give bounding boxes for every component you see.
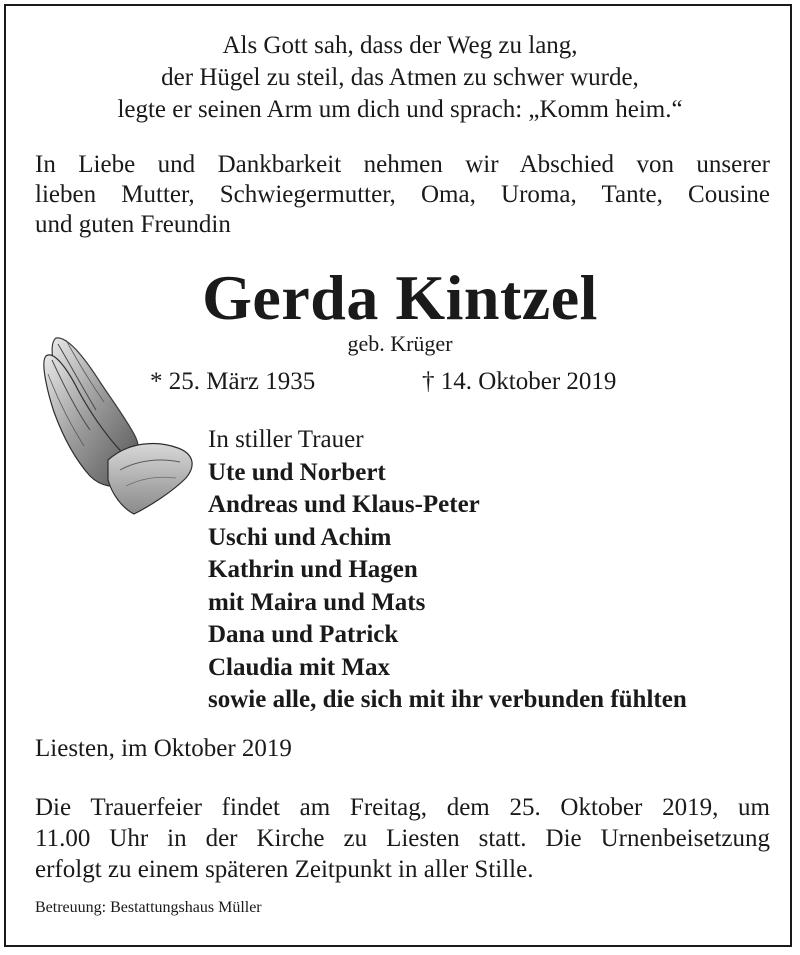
deceased-name: Gerda Kintzel xyxy=(202,262,598,333)
ceremony-line: erfolgt zu einem späteren Zeitpunkt in aller Stille. xyxy=(35,856,534,883)
undertaker-credit: Betreuung: Bestattungshaus Müller xyxy=(35,899,262,916)
poem-line: legte er seinen Arm um dich und sprach: „Komm heim.“ xyxy=(117,96,683,123)
birth-date: * 25. März 1935 xyxy=(150,368,316,395)
mourner-name: sowie alle, die sich mit ihr verbunden fühlten xyxy=(208,686,687,713)
ceremony-text xyxy=(35,792,770,885)
death-date: † 14. Oktober 2019 xyxy=(422,368,617,395)
mourners-heading: In stiller Trauer xyxy=(208,426,364,453)
mourner-name: Andreas und Klaus-Peter xyxy=(208,491,480,518)
mourner-name: Claudia mit Max xyxy=(208,653,390,681)
mourner-name: Dana und Patrick xyxy=(208,621,399,648)
mourner-name: Kathrin und Hagen xyxy=(208,556,418,583)
mourners-list xyxy=(208,424,687,717)
intro-text xyxy=(35,150,770,240)
mourner-name: mit Maira und Mats xyxy=(208,588,426,616)
intro-line: und guten Freundin xyxy=(35,211,231,238)
praying-hands-icon xyxy=(38,330,198,520)
intro-line: In Liebe und Dankbarkeit nehmen wir Abschied von unserer xyxy=(35,151,770,178)
poem xyxy=(0,30,800,126)
poem-line: Als Gott sah, dass der Weg zu lang, xyxy=(222,32,578,59)
ceremony-line: Die Trauerfeier findet am Freitag, dem 25. Oktober 2019, um xyxy=(35,794,770,821)
ceremony-line: 11.00 Uhr in der Kirche zu Liesten statt. Die Urnenbeisetzung xyxy=(35,825,770,852)
mourner-name: Ute und Norbert xyxy=(208,458,386,486)
poem-line: der Hügel zu steil, das Atmen zu schwer wurde, xyxy=(161,64,639,91)
mourner-name: Uschi und Achim xyxy=(208,523,392,551)
place-date: Liesten, im Oktober 2019 xyxy=(35,735,292,762)
intro-line: lieben Mutter, Schwiegermutter, Oma, Uroma, Tante, Cousine xyxy=(35,181,770,208)
maiden-name: geb. Krüger xyxy=(347,331,453,356)
